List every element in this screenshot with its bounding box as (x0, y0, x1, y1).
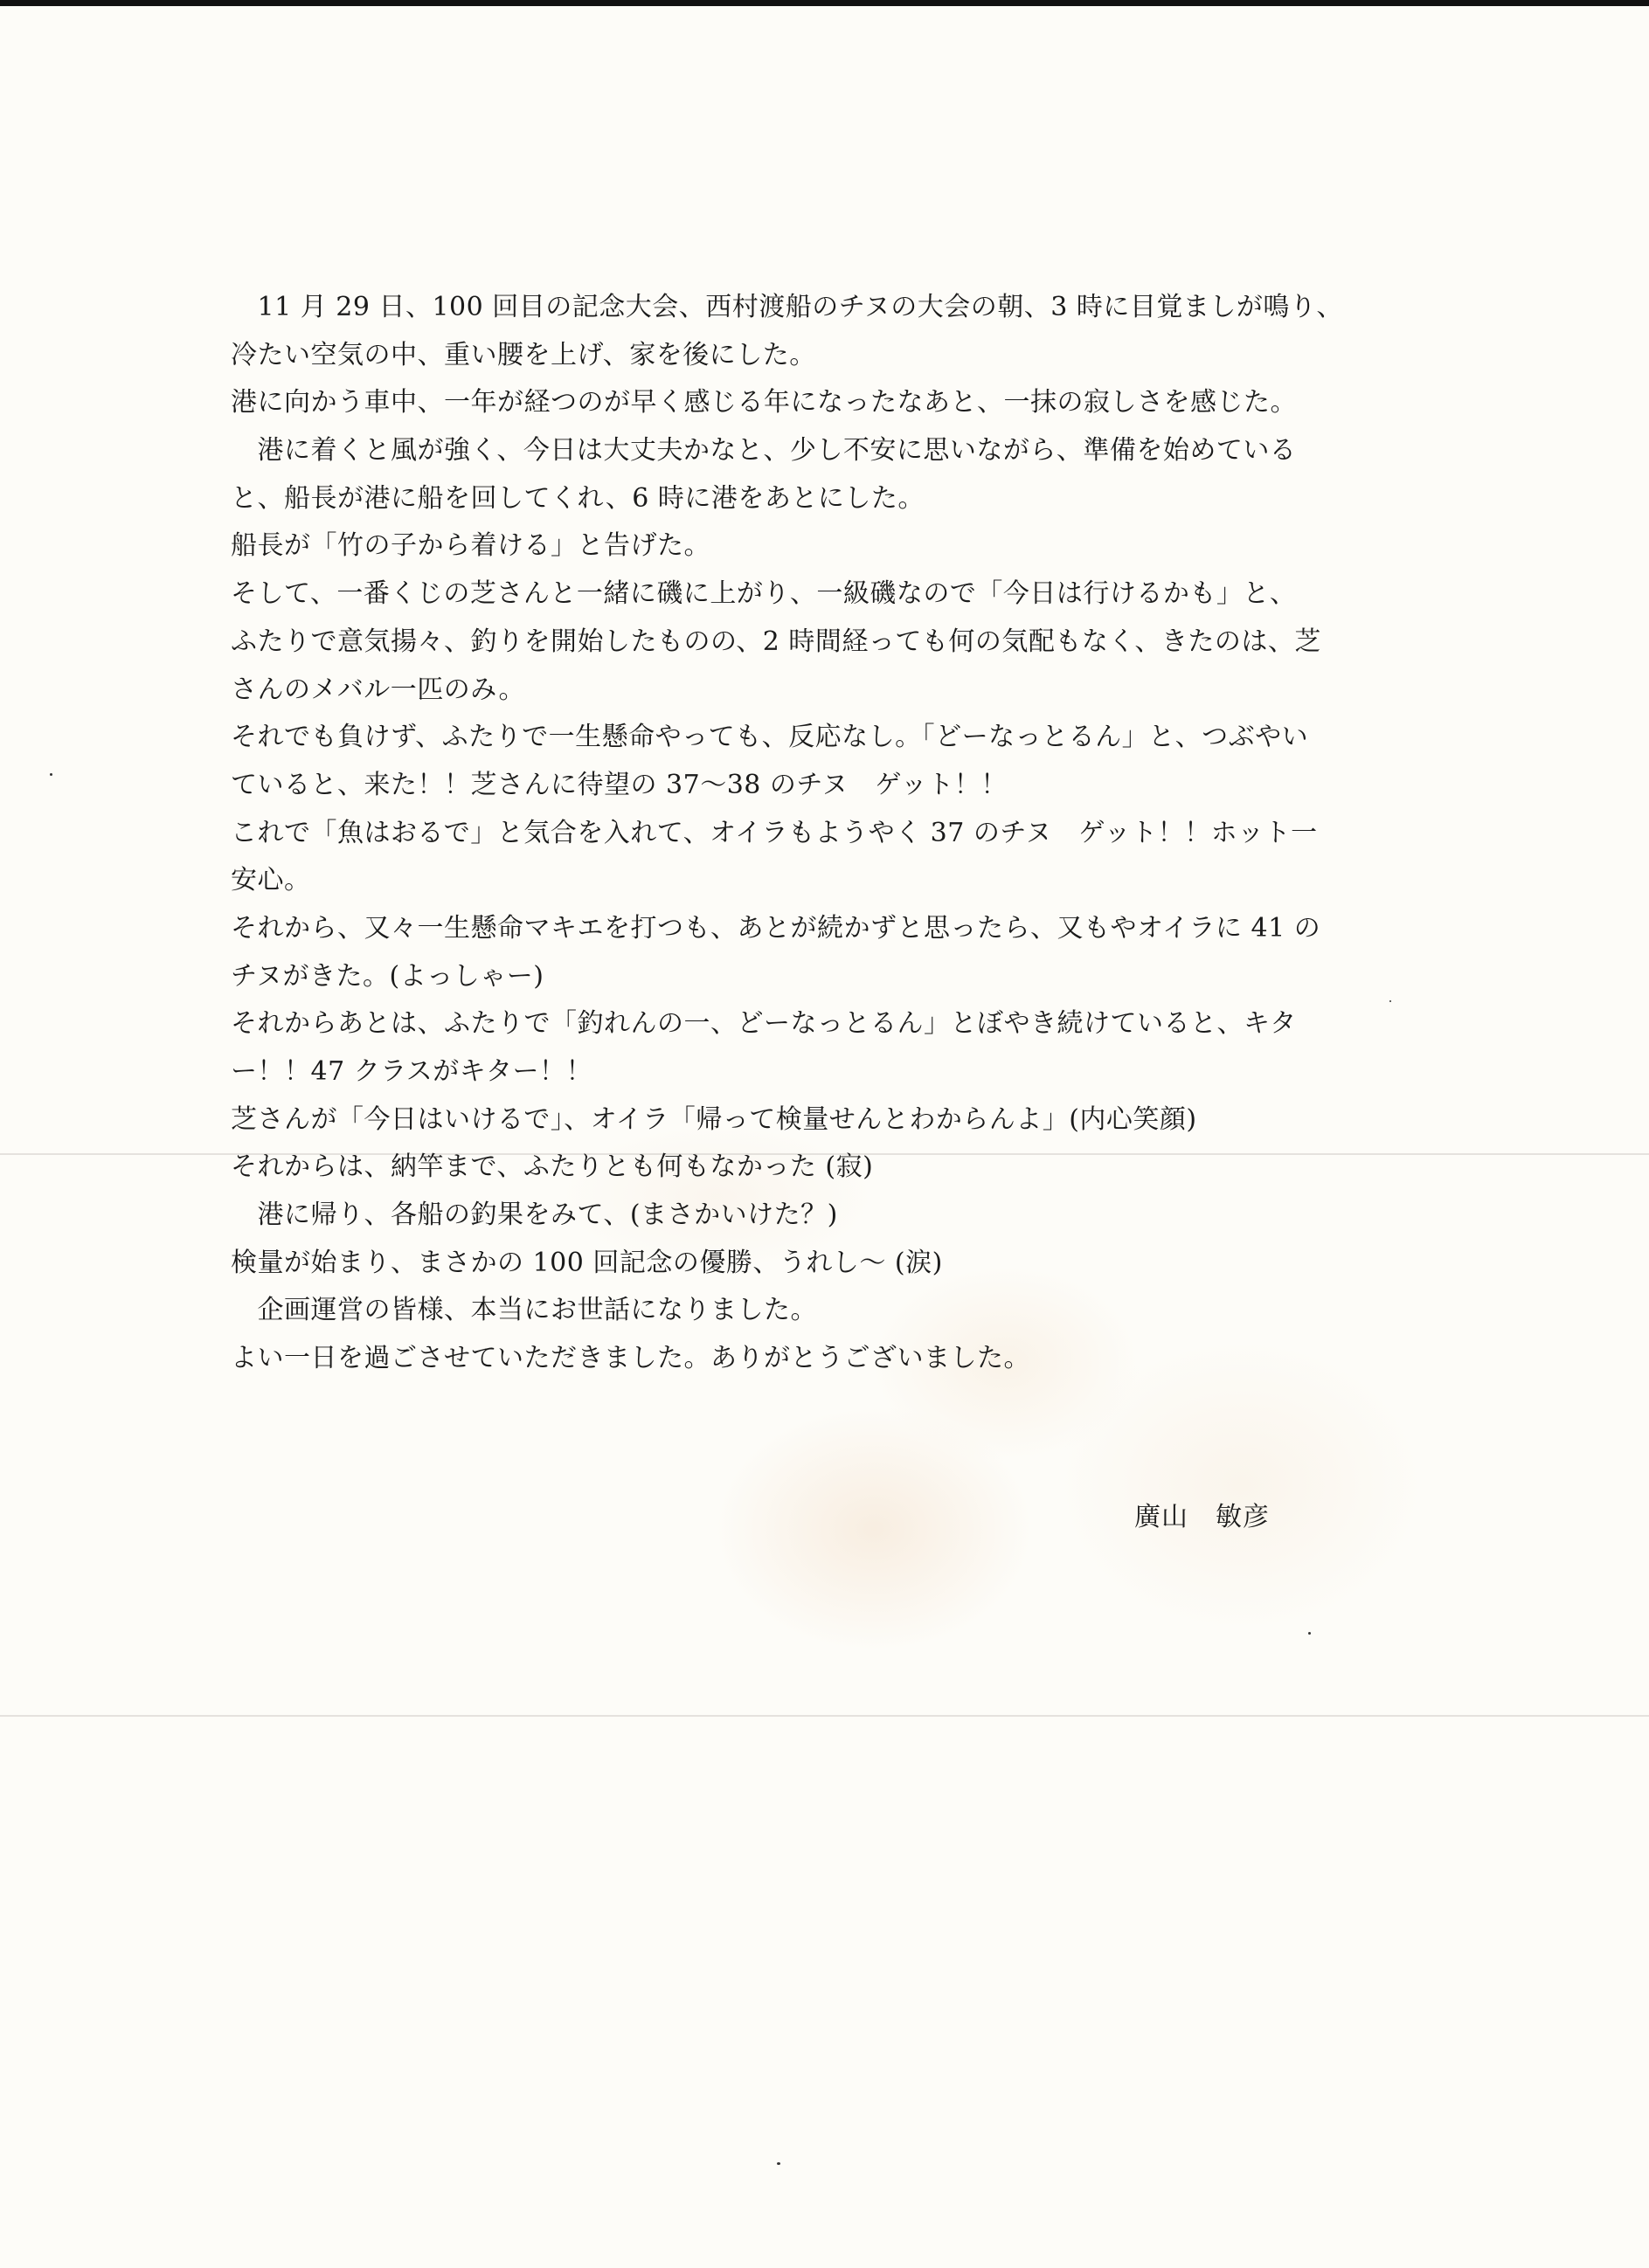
letter-line: そして、一番くじの芝さんと一緒に磯に上がり、一級磯なので「今日は行けるかも」と、 (231, 578, 1297, 610)
scan-top-edge (0, 0, 1649, 6)
letter-line: 港に帰り、各船の釣果をみて、(まさかいけた？) (231, 1200, 838, 1231)
scan-speck (1389, 1000, 1391, 1002)
letter-line: それでも負けず、ふたりで一生懸命やっても、反応なし。「どーなっとるん」と、つぶやい (231, 722, 1309, 753)
letter-line: チヌがきた。(よっしゃー) (231, 960, 544, 992)
letter-line: 安心。 (231, 865, 311, 896)
scan-speck (50, 773, 52, 776)
letter-line: ー！！47 クラスがキター！！ (231, 1056, 593, 1087)
letter-line: 検量が始まり、まさかの 100 回記念の優勝、うれし～ (涙) (231, 1247, 943, 1278)
signature-name: 廣山 敏彦 (1134, 1502, 1270, 1532)
letter-body (231, 284, 1393, 1383)
letter-line: 港に向かう車中、一年が経つのが早く感じる年になったなあと、一抹の寂しさを感じた。 (231, 387, 1297, 418)
letter-line: それからあとは、ふたりで「釣れんの一、どーなっとるん」とぼやき続けていると、キタ (231, 1008, 1297, 1040)
letter-line: 11 月 29 日、100 回目の記念大会、西村渡船のチヌの大会の朝、3 時に目覚ましが鳴り、 (231, 292, 1343, 322)
letter-line: それから、又々一生懸命マキエを打つも、あとが続かずと思ったら、又もやオイラに 41 の (231, 912, 1321, 944)
letter-line: 芝さんが「今日はいけるで」、オイラ「帰って検量せんとわからんよ」(内心笑顔) (231, 1103, 1197, 1135)
letter-line: これで「魚はおるで」と気合を入れて、オイラもようやく 37 のチヌ ゲット！！ホット一 (231, 817, 1318, 848)
letter-line: 港に着くと風が強く、今日は大丈夫かなと、少し不安に思いながら、準備を始めている (231, 435, 1297, 467)
letter-line: ていると、来た！！芝さんに待望の 37～38 のチヌ ゲット！！ (231, 769, 1008, 800)
letter-line: 船長が「竹の子から着ける」と告げた。 (231, 530, 710, 562)
letter-line: よい一日を過ごさせていただきました。ありがとうございました。 (231, 1343, 1030, 1374)
letter-line: 企画運営の皆様、本当にお世話になりました。 (231, 1295, 817, 1326)
letter-line: ふたりで意気揚々、釣りを開始したものの、2 時間経っても何の気配もなく、きたのは、芝 (231, 626, 1321, 657)
letter-line: と、船長が港に船を回してくれ、6 時に港をあとにした。 (231, 482, 925, 514)
scan-speck (777, 2162, 780, 2165)
letter-line: さんのメバル一匹のみ。 (231, 674, 525, 705)
paper-fold-line (0, 1715, 1649, 1717)
letter-line: 冷たい空気の中、重い腰を上げ、家を後にした。 (231, 339, 816, 370)
letter-line: それからは、納竿まで、ふたりとも何もなかった (寂) (231, 1151, 874, 1183)
scan-speck (1308, 1632, 1311, 1635)
